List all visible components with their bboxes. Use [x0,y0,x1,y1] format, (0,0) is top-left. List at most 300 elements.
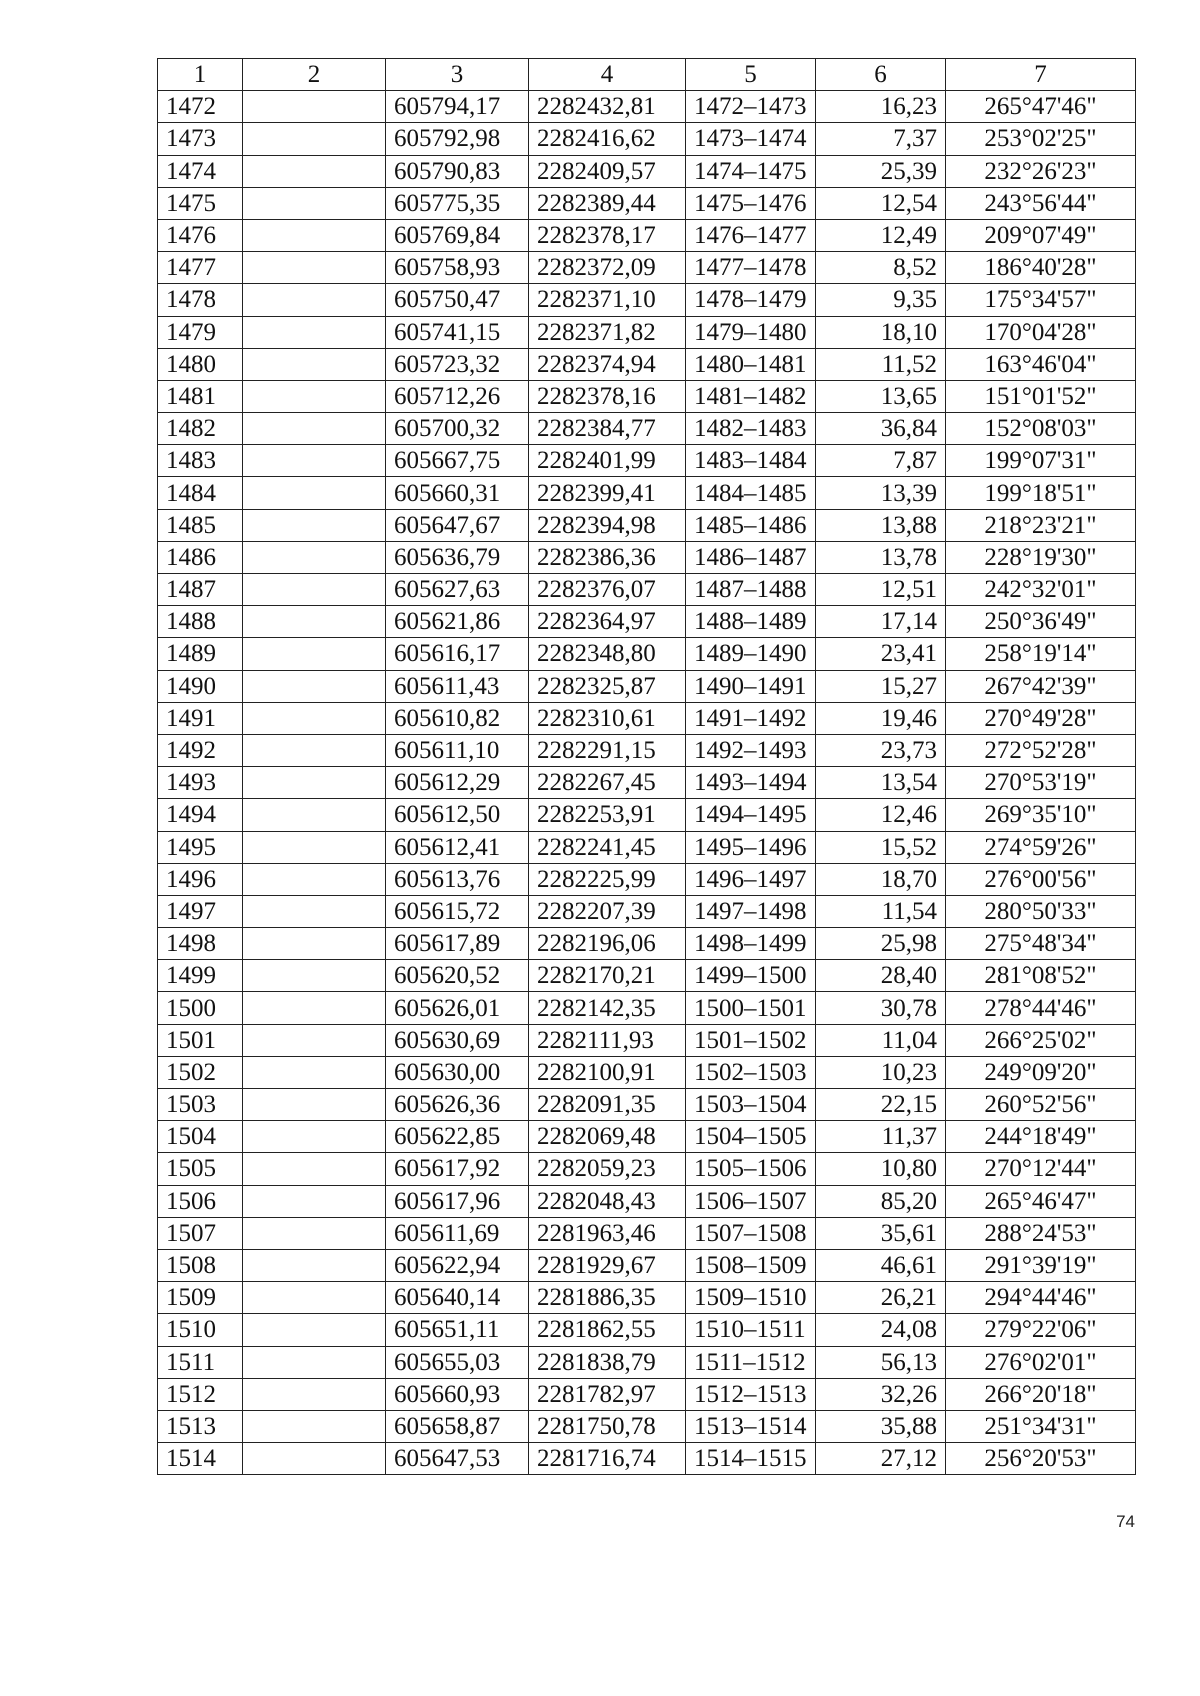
table-row [158,1217,1136,1249]
y-coordinate-cell: 2282069,48 [529,1121,686,1153]
x-coordinate-cell: 605792,98 [386,123,529,155]
y-coordinate-cell: 2282432,81 [529,91,686,123]
empty-cell [243,1443,386,1475]
table-row [158,1056,1136,1088]
y-coordinate-cell: 2282170,21 [529,960,686,992]
length-cell: 46,61 [816,1249,946,1281]
direction-angle-cell: 243°56'44" [946,187,1136,219]
table-row [158,187,1136,219]
empty-cell [243,960,386,992]
empty-cell [243,638,386,670]
point-number-cell: 1514 [158,1443,243,1475]
direction-angle-cell: 265°46'47" [946,1185,1136,1217]
direction-angle-cell: 278°44'46" [946,992,1136,1024]
length-cell: 11,37 [816,1121,946,1153]
length-cell: 13,78 [816,541,946,573]
direction-angle-cell: 199°18'51" [946,477,1136,509]
length-cell: 56,13 [816,1346,946,1378]
length-cell: 13,54 [816,767,946,799]
column-header: 3 [386,59,529,91]
y-coordinate-cell: 2282207,39 [529,895,686,927]
empty-cell [243,767,386,799]
table-row [158,734,1136,766]
direction-angle-cell: 256°20'53" [946,1443,1136,1475]
segment-cell: 1474–1475 [686,155,816,187]
segment-cell: 1472–1473 [686,91,816,123]
table-row [158,316,1136,348]
direction-angle-cell: 209°07'49" [946,219,1136,251]
y-coordinate-cell: 2282399,41 [529,477,686,509]
direction-angle-cell: 266°20'18" [946,1378,1136,1410]
x-coordinate-cell: 605647,67 [386,509,529,541]
table-row [158,670,1136,702]
length-cell: 18,10 [816,316,946,348]
point-number-cell: 1486 [158,541,243,573]
empty-cell [243,477,386,509]
point-number-cell: 1503 [158,1089,243,1121]
table-row [158,284,1136,316]
segment-cell: 1487–1488 [686,574,816,606]
x-coordinate-cell: 605647,53 [386,1443,529,1475]
y-coordinate-cell: 2282142,35 [529,992,686,1024]
segment-cell: 1475–1476 [686,187,816,219]
segment-cell: 1495–1496 [686,831,816,863]
y-coordinate-cell: 2282196,06 [529,928,686,960]
length-cell: 10,23 [816,1056,946,1088]
segment-cell: 1503–1504 [686,1089,816,1121]
point-number-cell: 1487 [158,574,243,606]
segment-cell: 1514–1515 [686,1443,816,1475]
y-coordinate-cell: 2282378,17 [529,219,686,251]
table-row [158,252,1136,284]
y-coordinate-cell: 2282267,45 [529,767,686,799]
y-coordinate-cell: 2282371,10 [529,284,686,316]
direction-angle-cell: 170°04'28" [946,316,1136,348]
y-coordinate-cell: 2282386,36 [529,541,686,573]
x-coordinate-cell: 605617,92 [386,1153,529,1185]
table-body [158,91,1136,1475]
y-coordinate-cell: 2281716,74 [529,1443,686,1475]
point-number-cell: 1493 [158,767,243,799]
segment-cell: 1485–1486 [686,509,816,541]
x-coordinate-cell: 605612,41 [386,831,529,863]
table-row [158,413,1136,445]
x-coordinate-cell: 605700,32 [386,413,529,445]
length-cell: 12,54 [816,187,946,219]
empty-cell [243,413,386,445]
x-coordinate-cell: 605611,69 [386,1217,529,1249]
table-row [158,638,1136,670]
length-cell: 15,27 [816,670,946,702]
y-coordinate-cell: 2282364,97 [529,606,686,638]
table-header-row [158,59,1136,91]
table-row [158,606,1136,638]
length-cell: 32,26 [816,1378,946,1410]
length-cell: 27,12 [816,1443,946,1475]
y-coordinate-cell: 2282389,44 [529,187,686,219]
table-row [158,1410,1136,1442]
point-number-cell: 1482 [158,413,243,445]
point-number-cell: 1478 [158,284,243,316]
segment-cell: 1498–1499 [686,928,816,960]
table-row [158,219,1136,251]
table-row [158,1185,1136,1217]
y-coordinate-cell: 2282291,15 [529,734,686,766]
point-number-cell: 1504 [158,1121,243,1153]
segment-cell: 1476–1477 [686,219,816,251]
segment-cell: 1480–1481 [686,348,816,380]
point-number-cell: 1481 [158,380,243,412]
y-coordinate-cell: 2282372,09 [529,252,686,284]
empty-cell [243,1314,386,1346]
length-cell: 36,84 [816,413,946,445]
point-number-cell: 1496 [158,863,243,895]
table-row [158,541,1136,573]
x-coordinate-cell: 605622,94 [386,1249,529,1281]
length-cell: 7,87 [816,445,946,477]
table-row [158,348,1136,380]
direction-angle-cell: 281°08'52" [946,960,1136,992]
empty-cell [243,831,386,863]
length-cell: 25,98 [816,928,946,960]
direction-angle-cell: 275°48'34" [946,928,1136,960]
point-number-cell: 1508 [158,1249,243,1281]
point-number-cell: 1489 [158,638,243,670]
x-coordinate-cell: 605750,47 [386,284,529,316]
segment-cell: 1482–1483 [686,413,816,445]
segment-cell: 1497–1498 [686,895,816,927]
direction-angle-cell: 253°02'25" [946,123,1136,155]
x-coordinate-cell: 605626,36 [386,1089,529,1121]
table-row [158,702,1136,734]
segment-cell: 1494–1495 [686,799,816,831]
empty-cell [243,670,386,702]
x-coordinate-cell: 605622,85 [386,1121,529,1153]
point-number-cell: 1472 [158,91,243,123]
empty-cell [243,799,386,831]
empty-cell [243,509,386,541]
point-number-cell: 1510 [158,1314,243,1346]
length-cell: 24,08 [816,1314,946,1346]
empty-cell [243,606,386,638]
point-number-cell: 1502 [158,1056,243,1088]
point-number-cell: 1492 [158,734,243,766]
y-coordinate-cell: 2282253,91 [529,799,686,831]
y-coordinate-cell: 2282225,99 [529,863,686,895]
x-coordinate-cell: 605613,76 [386,863,529,895]
direction-angle-cell: 186°40'28" [946,252,1136,284]
length-cell: 10,80 [816,1153,946,1185]
y-coordinate-cell: 2281838,79 [529,1346,686,1378]
length-cell: 7,37 [816,123,946,155]
x-coordinate-cell: 605616,17 [386,638,529,670]
length-cell: 12,46 [816,799,946,831]
length-cell: 17,14 [816,606,946,638]
x-coordinate-cell: 605611,43 [386,670,529,702]
empty-cell [243,91,386,123]
x-coordinate-cell: 605620,52 [386,960,529,992]
table-row [158,1346,1136,1378]
table-row [158,895,1136,927]
table-row [158,863,1136,895]
page-number: 74 [1116,1512,1135,1531]
y-coordinate-cell: 2281782,97 [529,1378,686,1410]
point-number-cell: 1513 [158,1410,243,1442]
point-number-cell: 1477 [158,252,243,284]
length-cell: 35,88 [816,1410,946,1442]
length-cell: 16,23 [816,91,946,123]
direction-angle-cell: 279°22'06" [946,1314,1136,1346]
direction-angle-cell: 228°19'30" [946,541,1136,573]
x-coordinate-cell: 605611,10 [386,734,529,766]
direction-angle-cell: 265°47'46" [946,91,1136,123]
length-cell: 35,61 [816,1217,946,1249]
length-cell: 19,46 [816,702,946,734]
direction-angle-cell: 151°01'52" [946,380,1136,412]
table-row [158,1282,1136,1314]
length-cell: 22,15 [816,1089,946,1121]
y-coordinate-cell: 2281862,55 [529,1314,686,1346]
x-coordinate-cell: 605612,29 [386,767,529,799]
length-cell: 13,39 [816,477,946,509]
column-header: 4 [529,59,686,91]
direction-angle-cell: 291°39'19" [946,1249,1136,1281]
segment-cell: 1489–1490 [686,638,816,670]
y-coordinate-cell: 2281750,78 [529,1410,686,1442]
direction-angle-cell: 266°25'02" [946,1024,1136,1056]
segment-cell: 1479–1480 [686,316,816,348]
x-coordinate-cell: 605651,11 [386,1314,529,1346]
point-number-cell: 1497 [158,895,243,927]
point-number-cell: 1506 [158,1185,243,1217]
y-coordinate-cell: 2282384,77 [529,413,686,445]
direction-angle-cell: 258°19'14" [946,638,1136,670]
x-coordinate-cell: 605667,75 [386,445,529,477]
table-row [158,767,1136,799]
direction-angle-cell: 244°18'49" [946,1121,1136,1153]
direction-angle-cell: 276°02'01" [946,1346,1136,1378]
length-cell: 23,73 [816,734,946,766]
x-coordinate-cell: 605660,31 [386,477,529,509]
table-row [158,155,1136,187]
coordinates-table [157,58,1136,1475]
segment-cell: 1490–1491 [686,670,816,702]
y-coordinate-cell: 2282376,07 [529,574,686,606]
table-row [158,445,1136,477]
empty-cell [243,187,386,219]
point-number-cell: 1480 [158,348,243,380]
point-number-cell: 1507 [158,1217,243,1249]
empty-cell [243,1217,386,1249]
x-coordinate-cell: 605626,01 [386,992,529,1024]
segment-cell: 1506–1507 [686,1185,816,1217]
y-coordinate-cell: 2282348,80 [529,638,686,670]
segment-cell: 1505–1506 [686,1153,816,1185]
y-coordinate-cell: 2282310,61 [529,702,686,734]
table-row [158,831,1136,863]
y-coordinate-cell: 2282374,94 [529,348,686,380]
empty-cell [243,1089,386,1121]
empty-cell [243,123,386,155]
empty-cell [243,734,386,766]
point-number-cell: 1488 [158,606,243,638]
segment-cell: 1513–1514 [686,1410,816,1442]
segment-cell: 1511–1512 [686,1346,816,1378]
point-number-cell: 1505 [158,1153,243,1185]
point-number-cell: 1474 [158,155,243,187]
y-coordinate-cell: 2282409,57 [529,155,686,187]
empty-cell [243,541,386,573]
length-cell: 25,39 [816,155,946,187]
empty-cell [243,1249,386,1281]
direction-angle-cell: 288°24'53" [946,1217,1136,1249]
table-row [158,477,1136,509]
segment-cell: 1501–1502 [686,1024,816,1056]
x-coordinate-cell: 605630,00 [386,1056,529,1088]
table-row [158,1089,1136,1121]
empty-cell [243,219,386,251]
empty-cell [243,284,386,316]
segment-cell: 1486–1487 [686,541,816,573]
point-number-cell: 1483 [158,445,243,477]
table-row [158,1153,1136,1185]
segment-cell: 1508–1509 [686,1249,816,1281]
x-coordinate-cell: 605723,32 [386,348,529,380]
segment-cell: 1500–1501 [686,992,816,1024]
direction-angle-cell: 199°07'31" [946,445,1136,477]
empty-cell [243,380,386,412]
length-cell: 30,78 [816,992,946,1024]
point-number-cell: 1501 [158,1024,243,1056]
length-cell: 26,21 [816,1282,946,1314]
table-row [158,1314,1136,1346]
empty-cell [243,1153,386,1185]
y-coordinate-cell: 2282111,93 [529,1024,686,1056]
empty-cell [243,445,386,477]
empty-cell [243,928,386,960]
point-number-cell: 1498 [158,928,243,960]
length-cell: 18,70 [816,863,946,895]
direction-angle-cell: 274°59'26" [946,831,1136,863]
table-row [158,1249,1136,1281]
empty-cell [243,895,386,927]
x-coordinate-cell: 605612,50 [386,799,529,831]
direction-angle-cell: 267°42'39" [946,670,1136,702]
empty-cell [243,348,386,380]
segment-cell: 1492–1493 [686,734,816,766]
length-cell: 13,88 [816,509,946,541]
segment-cell: 1484–1485 [686,477,816,509]
empty-cell [243,252,386,284]
column-header: 2 [243,59,386,91]
table-row [158,509,1136,541]
segment-cell: 1507–1508 [686,1217,816,1249]
column-header: 1 [158,59,243,91]
x-coordinate-cell: 605617,89 [386,928,529,960]
x-coordinate-cell: 605775,35 [386,187,529,219]
x-coordinate-cell: 605636,79 [386,541,529,573]
x-coordinate-cell: 605660,93 [386,1378,529,1410]
point-number-cell: 1485 [158,509,243,541]
direction-angle-cell: 249°09'20" [946,1056,1136,1088]
x-coordinate-cell: 605741,15 [386,316,529,348]
direction-angle-cell: 270°53'19" [946,767,1136,799]
column-header: 5 [686,59,816,91]
y-coordinate-cell: 2282325,87 [529,670,686,702]
x-coordinate-cell: 605640,14 [386,1282,529,1314]
point-number-cell: 1499 [158,960,243,992]
direction-angle-cell: 250°36'49" [946,606,1136,638]
x-coordinate-cell: 605615,72 [386,895,529,927]
x-coordinate-cell: 605712,26 [386,380,529,412]
point-number-cell: 1509 [158,1282,243,1314]
segment-cell: 1491–1492 [686,702,816,734]
segment-cell: 1477–1478 [686,252,816,284]
point-number-cell: 1500 [158,992,243,1024]
segment-cell: 1483–1484 [686,445,816,477]
empty-cell [243,1024,386,1056]
segment-cell: 1473–1474 [686,123,816,155]
y-coordinate-cell: 2282059,23 [529,1153,686,1185]
x-coordinate-cell: 605610,82 [386,702,529,734]
length-cell: 12,49 [816,219,946,251]
table-row [158,928,1136,960]
x-coordinate-cell: 605658,87 [386,1410,529,1442]
segment-cell: 1512–1513 [686,1378,816,1410]
y-coordinate-cell: 2282378,16 [529,380,686,412]
length-cell: 28,40 [816,960,946,992]
empty-cell [243,992,386,1024]
length-cell: 11,04 [816,1024,946,1056]
table-row [158,574,1136,606]
y-coordinate-cell: 2281886,35 [529,1282,686,1314]
direction-angle-cell: 251°34'31" [946,1410,1136,1442]
segment-cell: 1478–1479 [686,284,816,316]
empty-cell [243,1185,386,1217]
x-coordinate-cell: 605627,63 [386,574,529,606]
length-cell: 9,35 [816,284,946,316]
length-cell: 11,52 [816,348,946,380]
point-number-cell: 1484 [158,477,243,509]
direction-angle-cell: 260°52'56" [946,1089,1136,1121]
point-number-cell: 1473 [158,123,243,155]
point-number-cell: 1494 [158,799,243,831]
empty-cell [243,1121,386,1153]
y-coordinate-cell: 2282394,98 [529,509,686,541]
direction-angle-cell: 269°35'10" [946,799,1136,831]
segment-cell: 1509–1510 [686,1282,816,1314]
direction-angle-cell: 280°50'33" [946,895,1136,927]
table-row [158,799,1136,831]
direction-angle-cell: 294°44'46" [946,1282,1136,1314]
point-number-cell: 1475 [158,187,243,219]
length-cell: 12,51 [816,574,946,606]
x-coordinate-cell: 605790,83 [386,155,529,187]
segment-cell: 1496–1497 [686,863,816,895]
direction-angle-cell: 272°52'28" [946,734,1136,766]
point-number-cell: 1490 [158,670,243,702]
length-cell: 11,54 [816,895,946,927]
segment-cell: 1510–1511 [686,1314,816,1346]
point-number-cell: 1479 [158,316,243,348]
table-row [158,992,1136,1024]
empty-cell [243,1346,386,1378]
empty-cell [243,574,386,606]
empty-cell [243,155,386,187]
table-row [158,1378,1136,1410]
table-row [158,1443,1136,1475]
table-row [158,380,1136,412]
